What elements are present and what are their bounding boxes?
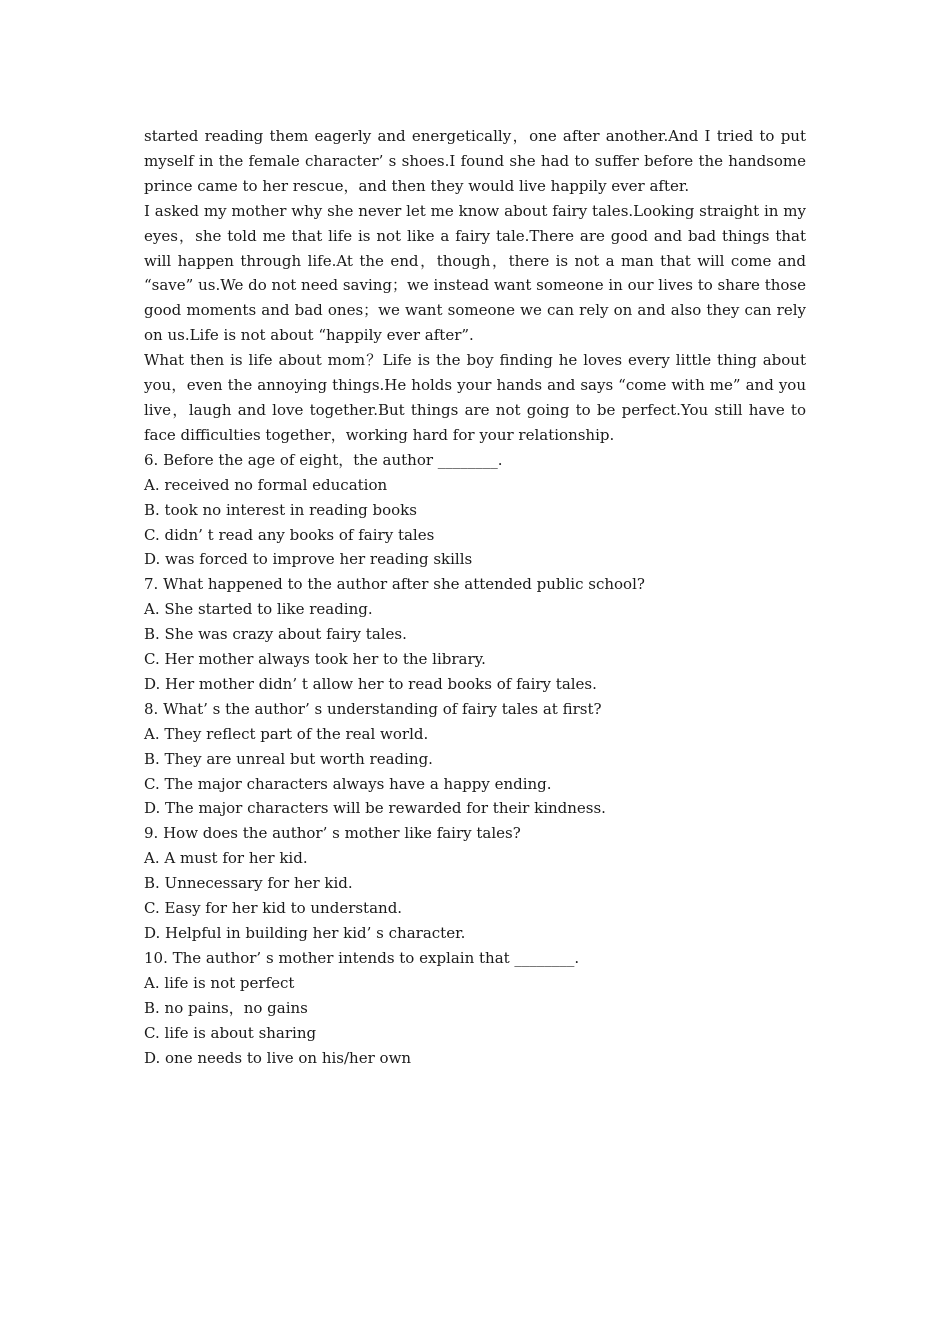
question-10	[144, 946, 806, 1071]
passage-paragraph-3: What then is life about mom？Life is the boy finding he loves every little thing about you，even the annoying things.He holds your hands and says “come with me” and you live，laugh and love together.But things are not going to be perfect.You still have to face difficulties together，working hard for your relationship.	[144, 351, 806, 444]
question-stem: 8. What’ s the author’ s understanding of fairy tales at first?	[144, 699, 602, 718]
option-b: B. took no interest in reading books	[144, 500, 417, 519]
option-b: B. no pains，no gains	[144, 998, 308, 1017]
option-c: C. Easy for her kid to understand.	[144, 899, 403, 918]
option-b: B. They are unreal but worth reading.	[144, 749, 433, 768]
option-d: D. Helpful in building her kid’ s character.	[144, 924, 466, 942]
question-9	[144, 821, 806, 946]
question-stem: 10. The author’ s mother intends to explain that ________.	[144, 948, 580, 967]
passage-paragraph-2: I asked my mother why she never let me know about fairy tales.Looking straight in my eyes，she told me that life is not like a fairy tale.There are good and bad things that will happen through life.At the end，though，there is not a man that will come and “save” us.We do not need saving；we instead want someone in our lives to share those good moments and bad ones；we want someone we can rely on and also they can rely on us.Life is not about “happily ever after”.	[144, 201, 806, 345]
option-b: B. She was crazy about fairy tales.	[144, 625, 407, 644]
passage-paragraph-1: started reading them eagerly and energetically，one after another.And I tried to put myself in the female character’ s shoes.I found she had to suffer before the handsome prince came to her rescue，and then they would live happily ever after.	[144, 127, 806, 195]
option-a: A. They reflect part of the real world.	[144, 724, 429, 743]
question-6	[144, 448, 806, 573]
question-stem: 9. How does the author’ s mother like fairy tales?	[144, 824, 521, 843]
option-a: A. life is not perfect	[144, 973, 295, 992]
option-b: B. Unnecessary for her kid.	[144, 874, 353, 893]
option-c: C. didn’ t read any books of fairy tales	[144, 525, 435, 544]
question-7	[144, 572, 806, 697]
option-a: A. She started to like reading.	[144, 600, 373, 619]
document-page	[144, 124, 806, 1070]
option-c: C. The major characters always have a happy ending.	[144, 774, 552, 793]
option-a: A. received no formal education	[144, 475, 388, 494]
option-d: D. was forced to improve her reading skills	[144, 550, 473, 569]
option-d: D. Her mother didn’ t allow her to read books of fairy tales.	[144, 674, 597, 693]
option-d: D. The major characters will be rewarded for their kindness.	[144, 799, 606, 818]
question-8	[144, 697, 806, 822]
option-a: A. A must for her kid.	[144, 849, 308, 868]
question-stem: 6. Before the age of eight，the author ________.	[144, 450, 503, 469]
option-c: C. Her mother always took her to the library.	[144, 650, 486, 669]
option-c: C. life is about sharing	[144, 1023, 317, 1042]
option-d: D. one needs to live on his/her own	[144, 1048, 412, 1067]
question-stem: 7. What happened to the author after she attended public school?	[144, 575, 645, 594]
